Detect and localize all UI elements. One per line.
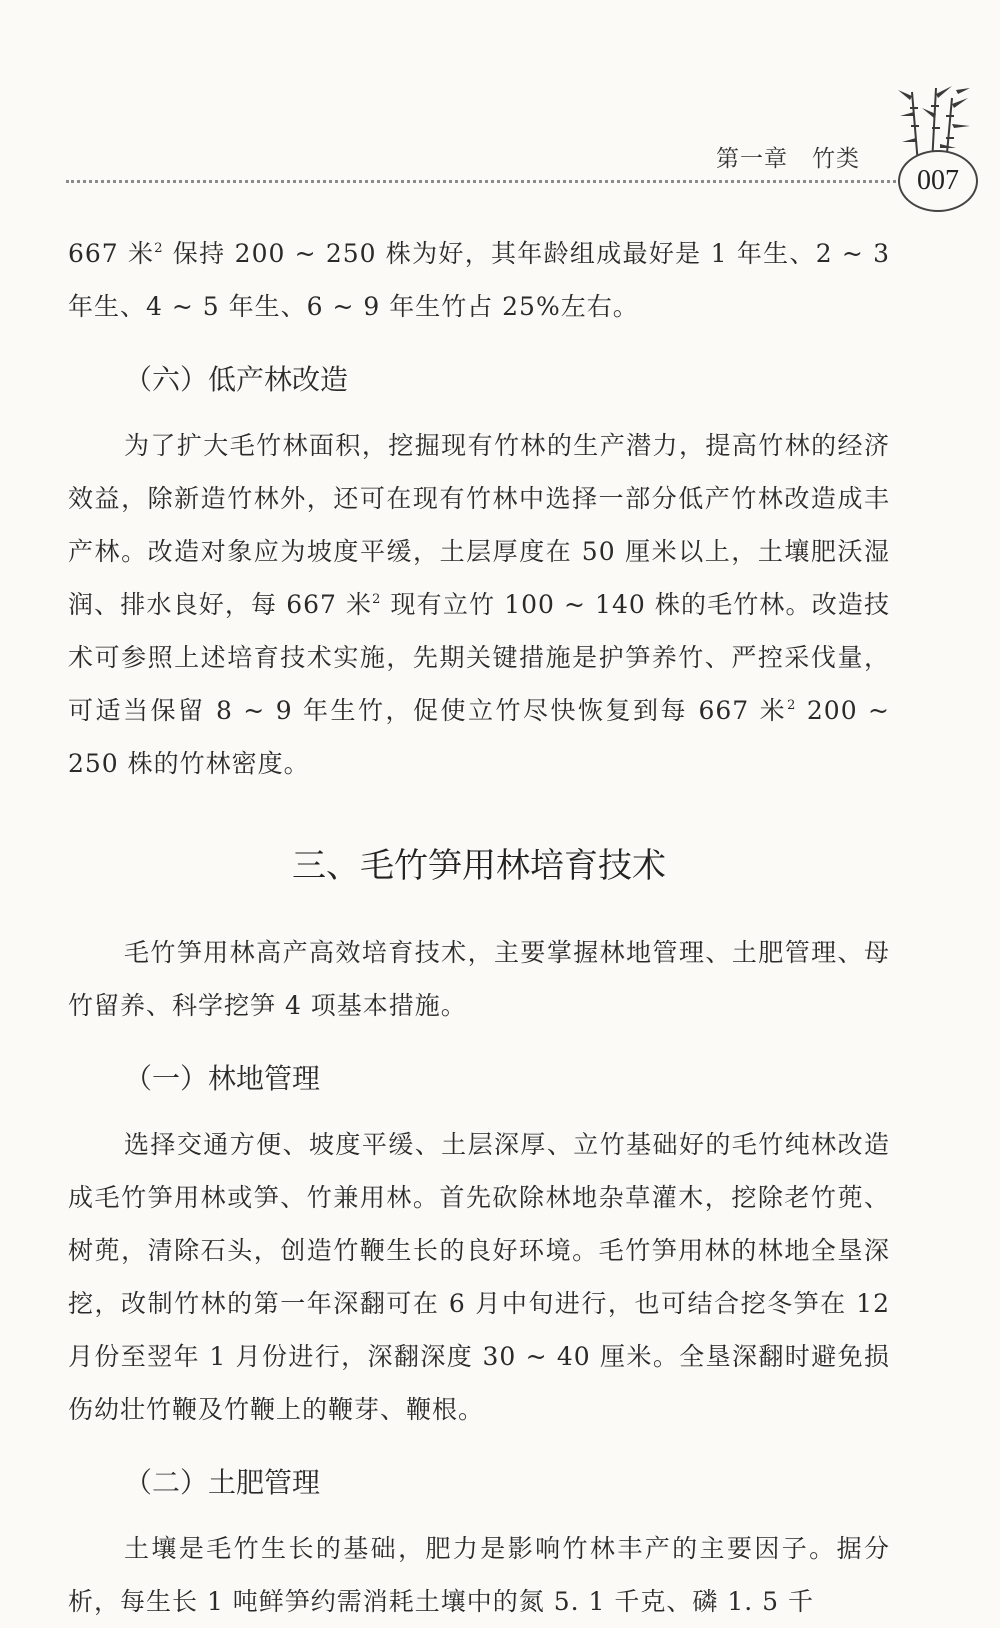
superscript: 2 (154, 241, 164, 256)
subheading-2: （二）土肥管理 (124, 1466, 321, 1499)
page-number-badge (898, 150, 978, 212)
text-run: 667 米 (68, 239, 155, 268)
superscript: 2 (787, 698, 797, 713)
section-title-3: 三、毛竹笋用林培育技术 (292, 846, 666, 886)
header-rule (66, 180, 902, 183)
superscript: 2 (372, 592, 382, 607)
text-run: 现有立竹 100 ~ 140 株的毛竹林。改造技术可参照上述培育技术实施，先期关键措施是护笋养竹、严控采伐量，可适当保留 8 ~ 9 年生竹，促使立竹尽快恢复到每 667 米 (68, 590, 890, 725)
text-run: 200 ~ 250 株的竹林密度。 (68, 696, 890, 778)
text-run: 为了扩大毛竹林面积，挖掘现有竹林的生产潜力，提高竹林的经济效益，除新造竹林外，还可在现有竹林中选择一部分低产竹林改造成丰产林。改造对象应为坡度平缓，土层厚度在 50 厘米以上，土壤肥沃湿润、排水良好，每 667 米 (68, 431, 890, 619)
running-head: 第一章 竹类 (716, 146, 860, 172)
page-number: 007 (917, 165, 959, 196)
paragraph-5: 土壤是毛竹生长的基础，肥力是影响竹林丰产的主要因子。据分析，每生长 1 吨鲜笋约需消耗土壤中的氮 5. 1 千克、磷 1. 5 千 (68, 1534, 890, 1616)
paragraph-2 (68, 419, 890, 790)
paragraph-1 (68, 227, 890, 333)
text-run: 保持 200 ~ 250 株为好，其年龄组成最好是 1 年生、2 ~ 3 年生、4 ~ 5 年生、6 ~ 9 年生竹占 25%左右。 (68, 239, 890, 321)
subheading-6: （六）低产林改造 (124, 363, 349, 396)
paragraph-3: 毛竹笋用林高产高效培育技术，主要掌握林地管理、土肥管理、母竹留养、科学挖笋 4 项基本措施。 (68, 938, 890, 1020)
page-body (68, 227, 890, 1628)
paragraph-4: 选择交通方便、坡度平缓、土层深厚、立竹基础好的毛竹纯林改造成毛竹笋用林或笋、竹兼用林。首先砍除林地杂草灌木，挖除老竹蔸、树蔸，清除石头，创造竹鞭生长的良好环境。毛竹笋用林的林地全垦深挖，改制竹林的第一年深翻可在 6 月中旬进行，也可结合挖冬笋在 12 月份至翌年 1 月份进行，深翻深度 30 ~ 40 厘米。全垦深翻时避免损伤幼壮竹鞭及竹鞭上的鞭芽、鞭根。 (68, 1130, 890, 1424)
subheading-1: （一）林地管理 (124, 1062, 321, 1095)
